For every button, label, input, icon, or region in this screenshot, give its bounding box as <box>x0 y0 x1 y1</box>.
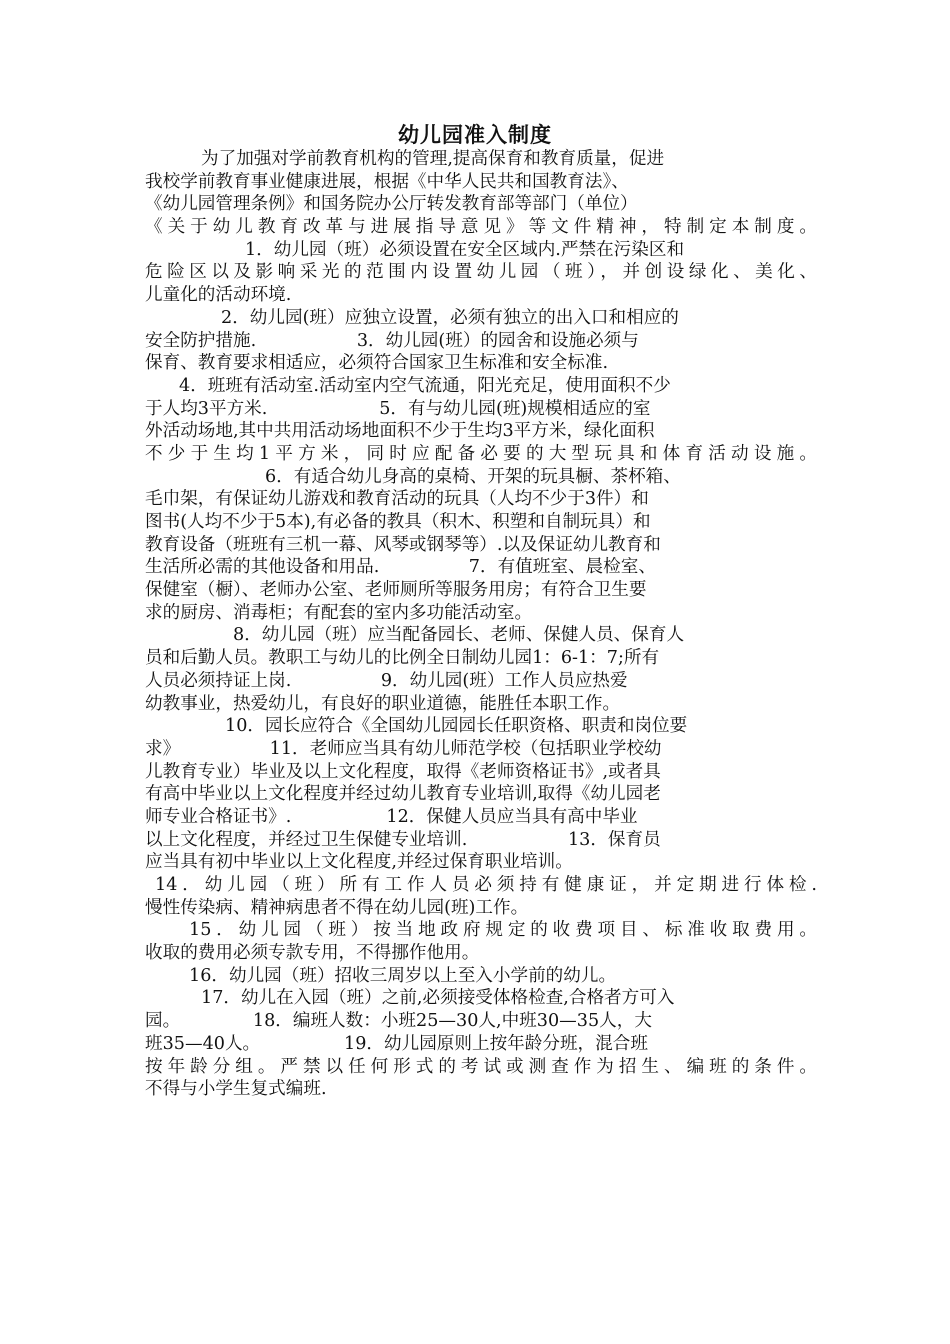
text-line: 求》 11．老师应当具有幼儿师范学校（包括职业学校幼 <box>145 738 662 759</box>
text-line: 于人均3平方米. 5．有与幼儿园(班)规模相适应的室 <box>145 398 651 419</box>
text-line: 有高中毕业以上文化程度并经过幼儿教育专业培训,取得《幼儿园老 <box>145 784 661 805</box>
text-line: 1．幼儿园（班）必须设置在安全区域内.严禁在污染区和 <box>245 239 685 260</box>
text-line: 应当具有初中毕业以上文化程度,并经过保育职业培训。 <box>145 852 573 873</box>
text-line: 不少于生均1平方米，同时应配备必要的大型玩具和体育活动设施。 <box>145 443 817 464</box>
text-line: 4．班班有活动室.活动室内空气流通，阳光充足，使用面积不少 <box>179 375 671 396</box>
text-line: 17．幼儿在入园（班）之前,必须接受体格检查,合格者方可入 <box>201 988 675 1009</box>
text-line: 儿教育专业）毕业及以上文化程度，取得《老师资格证书》,或者具 <box>145 761 661 782</box>
text-line: 员和后勤人员。教职工与幼儿的比例全日制幼儿园1：6-1：7;所有 <box>145 648 660 669</box>
text-line: 按年龄分组。严禁以任何形式的考试或测查作为招生、编班的条件。 <box>145 1056 817 1077</box>
text-line: 人员必须持证上岗. 9．幼儿园(班）工作人员应热爱 <box>145 670 628 691</box>
text-line: 幼教事业，热爱幼儿，有良好的职业道德，能胜任本职工作。 <box>145 693 621 714</box>
text-line: 《幼儿园管理条例》和国务院办公厅转发教育部等部门（单位） <box>145 194 638 215</box>
text-line: 2．幼儿园(班）应独立设置，必须有独立的出入口和相应的 <box>221 307 679 328</box>
text-line: 为了加强对学前教育机构的管理,提高保育和教育质量，促进 <box>201 149 665 169</box>
page-title: 幼儿园准入制度 <box>398 122 552 147</box>
text-line: 外活动场地,其中共用活动场地面积不少于生均3平方米，绿化面积 <box>145 421 655 442</box>
text-line: 8．幼儿园（班）应当配备园长、老师、保健人员、保育人 <box>233 625 685 646</box>
text-line: 15．幼儿园（班）按当地政府规定的收费项目、标准收取费用。 <box>189 920 817 941</box>
text-line: 保健室（橱）、老师办公室、老师厕所等服务用房；有符合卫生要 <box>145 580 647 601</box>
text-line: 师专业合格证书》. 12．保健人员应当具有高中毕业 <box>145 806 638 827</box>
text-line: 教育设备（班班有三机一幕、风琴或钢琴等）.以及保证幼儿教育和 <box>145 534 661 555</box>
text-line: 儿童化的活动环境. <box>145 285 292 306</box>
text-line: 10．园长应符合《全国幼儿园园长任职资格、职责和岗位要 <box>225 716 688 737</box>
text-line: 班35—40人。 19．幼儿园原则上按年龄分班，混合班 <box>145 1033 648 1054</box>
text-line: 生活所必需的其他设备和用品. 7．有值班室、晨检室、 <box>145 557 656 578</box>
document-body <box>145 148 817 1101</box>
text-line: 16．幼儿园（班）招收三周岁以上至入小学前的幼儿。 <box>189 965 617 986</box>
text-line: 不得与小学生复式编班. <box>145 1079 327 1100</box>
text-line: 《关于幼儿教育改革与进展指导意见》等文件精神，特制定本制度。 <box>145 217 817 238</box>
text-line: 慢性传染病、精神病患者不得在幼儿园(班)工作。 <box>145 897 529 918</box>
text-line: 14．幼儿园（班）所有工作人员必须持有健康证，并定期进行体检. <box>155 875 817 895</box>
text-line: 保育、教育要求相适应，必须符合国家卫生标准和安全标准. <box>145 353 609 374</box>
text-line: 安全防护措施. 3．幼儿园(班）的园舍和设施必须与 <box>145 330 639 351</box>
text-line: 求的厨房、消毒柜；有配套的室内多功能活动室。 <box>145 602 533 623</box>
text-line: 危险区以及影响采光的范围内设置幼儿园（班），并创设绿化、美化、 <box>145 262 817 283</box>
text-line: 园。 18．编班人数：小班25—30人,中班30—35人，大 <box>145 1011 652 1032</box>
text-line: 收取的费用必须专款专用，不得挪作他用。 <box>145 943 480 964</box>
text-line: 图书(人均不少于5本),有必备的教具（积木、积塑和自制玩具）和 <box>145 512 651 532</box>
text-line: 我校学前教育事业健康进展，根据《中华人民共和国教育法》、 <box>145 171 629 192</box>
text-line: 6．有适合幼儿身高的桌椅、开架的玩具橱、茶杯箱、 <box>265 466 681 487</box>
text-line: 毛巾架，有保证幼儿游戏和教育活动的玩具（人均不少于3件）和 <box>145 489 649 510</box>
text-line: 以上文化程度，并经过卫生保健专业培训. 13．保育员 <box>145 829 661 850</box>
